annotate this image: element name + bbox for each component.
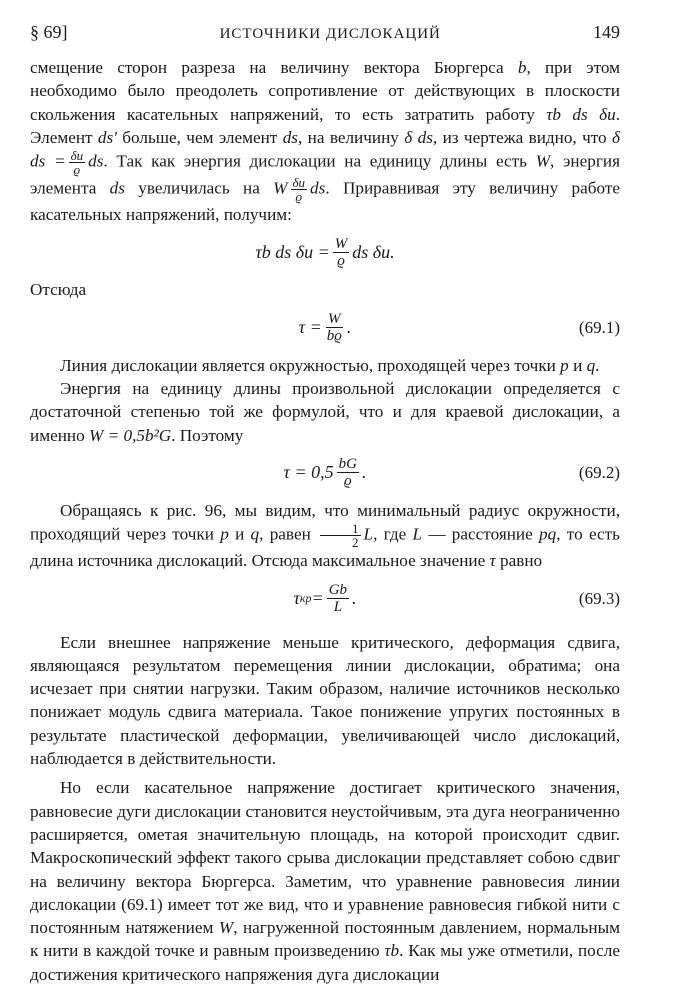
numerator: δu <box>70 148 84 164</box>
eq-fraction <box>337 456 359 489</box>
equation-number: (69.3) <box>578 588 620 608</box>
var-tau-b: τb <box>384 941 400 961</box>
denominator: 2 <box>352 535 359 551</box>
text: . <box>595 355 600 375</box>
var-L: L <box>412 524 423 544</box>
text: . Как мы уже отметили, после достижения критического напряжения дуга дислокации <box>30 941 620 984</box>
eq-tail: . <box>361 462 367 483</box>
equation-work-balance <box>30 226 620 278</box>
otsyuda-line: Отсюда <box>30 280 87 300</box>
text: и <box>568 355 587 375</box>
equation-69-1 <box>30 302 620 354</box>
text: , при этом необходимо было преодолеть сопротивление от действующих в плоскости скольжения касательных напряжений, то есть затратить работу <box>30 58 620 124</box>
numerator: Gb <box>328 582 348 599</box>
text: смещение сторон разреза на величину вектора Бюргерса <box>30 58 518 77</box>
var-ds: ds <box>109 178 125 198</box>
expr-work: τb ds δu <box>546 104 616 124</box>
inline-fraction <box>69 149 86 176</box>
text: и <box>228 524 251 544</box>
var-ds-prime: ds' <box>97 127 117 147</box>
var-W: W <box>218 918 234 938</box>
page-number: 149 <box>593 22 620 42</box>
equation-number: (69.2) <box>578 462 620 482</box>
inline-fraction-half <box>320 522 361 549</box>
text: Но если касательное напряжение достигает критического значения, равновесие дуги дислокации становится неустойчивым, эта дуга неограниченно расширяется, ометая значительную площадь, на которой происходит сдвиг. Макроскопический эффект такого срыва дислокации представляет собою сдвиг на величину вектора Бюргерса. Заметим, что уравнение равновесия линии дислокации (69.1) имеет тот же вид, что и уравнение равновесия гибкой нити с постоянным натяжением <box>30 778 620 938</box>
text: . Элемент <box>30 104 620 147</box>
text: больше, чем элемент <box>116 127 283 147</box>
inline-eq-right: ds <box>88 151 104 171</box>
eq-left: τ = 0,5 <box>283 462 334 483</box>
denominator: bϱ <box>326 328 342 345</box>
var-p: p <box>560 355 569 375</box>
text: Энергия на единицу длины произвольной дислокации определяется с достаточной степенью той же формулой, что и для краевой дислокации, а именно <box>30 379 620 445</box>
var-pq: pq <box>539 524 557 544</box>
text: , из чертежа видно, что <box>432 127 612 147</box>
equation-69-2 <box>30 447 620 499</box>
numerator: W <box>334 235 348 252</box>
numerator: δu <box>292 175 306 191</box>
equation-69-3 <box>30 573 620 625</box>
book-page <box>30 22 620 986</box>
text: , нагруженной постоянным давлением, нормальным к нити в каждой точке и равным произведению <box>30 918 620 961</box>
eq-left: τ = <box>298 317 322 338</box>
eq-fraction <box>327 582 349 615</box>
numerator: W <box>328 311 341 328</box>
section-number: § 69] <box>30 22 68 42</box>
var-p: p <box>220 524 229 544</box>
text: , то есть длина источника дислокаций. Отсюда максимальное значение <box>30 524 620 571</box>
denominator: ϱ <box>73 162 81 178</box>
text: Обращаясь к рис. 96, мы видим, что минимальный радиус окружности, проходящий через точки <box>30 500 620 544</box>
eq-sign: = <box>311 588 324 609</box>
eq-left: τb ds δu = <box>255 241 330 262</box>
var-q: q <box>586 355 596 375</box>
var-delta-ds: δ ds <box>404 127 433 147</box>
numerator: bG <box>338 456 357 473</box>
inline-eq-left: δ ds = <box>30 127 620 171</box>
eq-fraction <box>325 311 344 344</box>
paragraph-6 <box>30 776 620 986</box>
var-ds: ds <box>310 178 326 198</box>
denominator: ϱ <box>295 189 303 205</box>
subscript: кр <box>299 591 312 606</box>
text: , на величину <box>297 127 405 147</box>
paragraph-4 <box>30 499 620 573</box>
eq-tail: . <box>352 588 357 609</box>
running-title: ИСТОЧНИКИ ДИСЛОКАЦИЙ <box>219 26 441 42</box>
paragraph-5: Если внешнее напряжение меньше критического, деформация сдвига, являющаяся результатом перемещения линии дислокации, обратима; она исчезает при снятии нагрузки. Таким образом, наличие источников несколько понижает модуль сдвига материала. Такое понижение упругих постоянных в результате пластической деформации, увеличивающей число дислокаций, наблюдается в действительности. <box>30 632 620 769</box>
var-W: W <box>535 151 551 171</box>
var-tau: τ <box>489 551 496 571</box>
text: . Так как энергия дислокации на единицу длины есть <box>103 151 536 171</box>
text: , где <box>373 524 413 544</box>
denominator: ϱ <box>337 252 345 269</box>
var-b: b <box>517 58 527 77</box>
eq-left: τ <box>293 588 300 609</box>
paragraph-1 <box>30 56 620 226</box>
text: Линия дислокации является окружностью, проходящей через точки <box>60 355 561 375</box>
var-ds: ds <box>282 127 298 147</box>
text: , равен <box>259 524 318 544</box>
text: равно <box>495 551 543 571</box>
var-L: L <box>363 524 374 544</box>
text: , энергия элемента <box>30 151 620 198</box>
paragraph-3 <box>30 377 620 447</box>
equation-number: (69.1) <box>578 317 620 337</box>
denominator: ϱ <box>343 473 352 490</box>
text: увеличилась на <box>124 178 274 198</box>
eq-right: ds δu. <box>352 241 395 262</box>
paragraph-2 <box>30 354 620 377</box>
numerator: 1 <box>320 522 361 536</box>
denominator: L <box>333 599 343 616</box>
inline-fraction <box>291 176 308 203</box>
eq-fraction <box>333 236 350 269</box>
text: — расстояние <box>422 524 540 544</box>
var-q: q <box>250 524 260 544</box>
formula-energy: W = 0,5b²G <box>89 425 172 445</box>
text: . Приравнивая эту величину работе касательных напряжений, получим: <box>30 178 620 225</box>
eq-tail: . <box>346 317 352 338</box>
var-W: W <box>273 178 288 198</box>
text: . Поэтому <box>171 425 244 445</box>
page-header <box>30 22 620 56</box>
